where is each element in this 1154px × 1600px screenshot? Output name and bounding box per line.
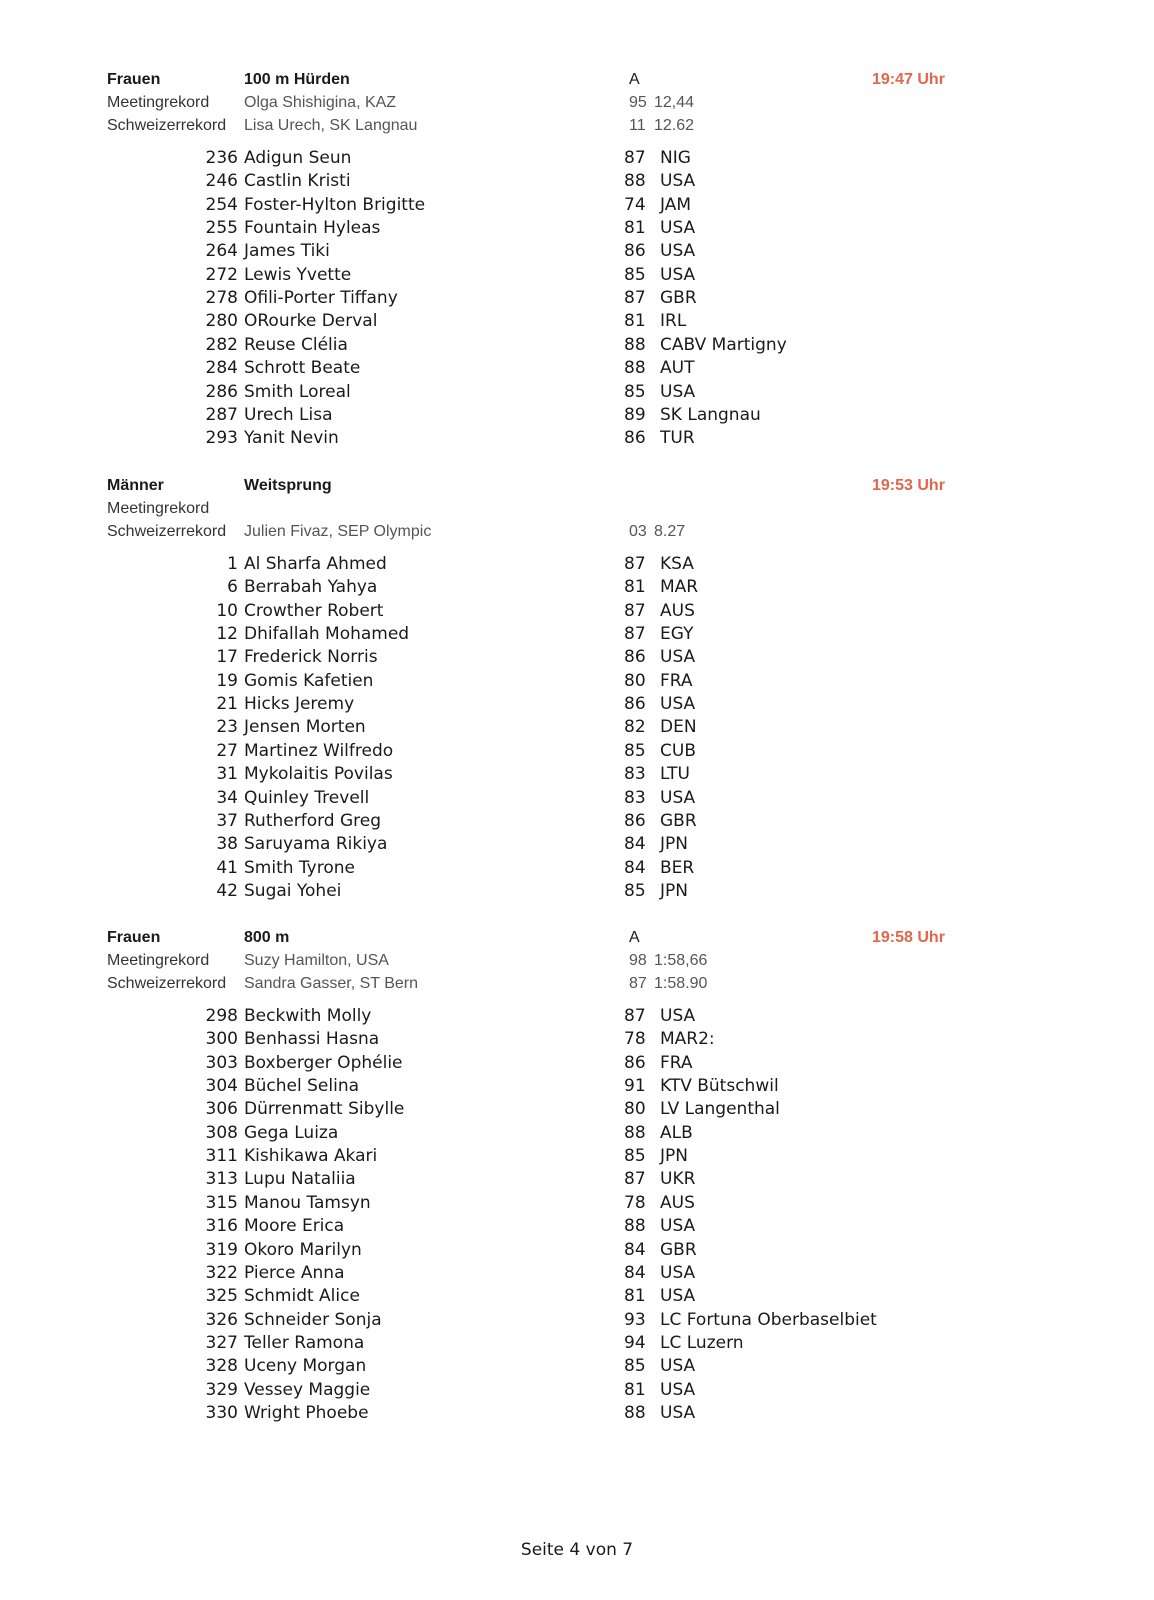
club-nation: USA — [660, 1356, 696, 1377]
athlete-name: Urech Lisa — [244, 404, 333, 425]
bib-number: 306 — [205, 1099, 238, 1120]
athlete-row — [0, 1192, 1154, 1215]
meeting-record-row — [0, 949, 1154, 972]
athlete-name: Adigun Seun — [244, 148, 352, 168]
bib-number: 327 — [205, 1332, 238, 1353]
club-nation: USA — [660, 171, 696, 192]
bib-number: 282 — [205, 334, 238, 355]
athlete-name: Smith Tyrone — [244, 857, 355, 878]
swiss-record-holder: Lisa Urech, SK Langnau — [244, 117, 418, 134]
birth-year: 81 — [624, 1286, 646, 1307]
athlete-row — [0, 810, 1154, 833]
athlete-row — [0, 1239, 1154, 1262]
birth-year: 84 — [624, 1262, 646, 1283]
athlete-row — [0, 1332, 1154, 1355]
bib-number: 23 — [216, 717, 238, 738]
club-nation: DEN — [660, 717, 697, 738]
club-nation: AUS — [660, 1192, 695, 1213]
club-nation: JPN — [660, 1146, 688, 1167]
meeting-record-mark: 12,44 — [654, 94, 695, 111]
birth-year: 88 — [624, 171, 646, 192]
club-nation: USA — [660, 1006, 696, 1026]
birth-year: 86 — [624, 1052, 646, 1073]
meeting-record-mark: 1:58,66 — [654, 952, 708, 969]
athlete-row — [0, 1005, 1154, 1028]
athlete-name: Gega Luiza — [244, 1122, 339, 1143]
athlete-name: Wright Phoebe — [244, 1402, 369, 1423]
birth-year: 81 — [624, 311, 646, 332]
athlete-name: Martinez Wilfredo — [244, 740, 394, 761]
athlete-name: Dhifallah Mohamed — [244, 624, 410, 645]
club-nation: NIG — [660, 148, 691, 168]
athlete-row — [0, 334, 1154, 357]
swiss-record-mark: 12.62 — [654, 117, 695, 134]
athlete-row — [0, 857, 1154, 880]
athlete-row — [0, 1355, 1154, 1378]
athlete-name: Kishikawa Akari — [244, 1146, 378, 1167]
athlete-row — [0, 600, 1154, 623]
meeting-record-row — [0, 497, 1154, 520]
club-nation: GBR — [660, 810, 697, 831]
birth-year: 88 — [624, 1402, 646, 1423]
bib-number: 6 — [227, 577, 238, 598]
swiss-record-row — [0, 114, 1154, 137]
athlete-name: Quinley Trevell — [244, 787, 370, 808]
club-nation: CABV Martigny — [660, 334, 787, 355]
bib-number: 313 — [205, 1169, 238, 1190]
bib-number: 37 — [216, 810, 238, 831]
club-nation: AUS — [660, 600, 695, 621]
club-nation: USA — [660, 264, 696, 285]
athlete-row — [0, 833, 1154, 856]
birth-year: 84 — [624, 1239, 646, 1260]
athlete-row — [0, 357, 1154, 380]
meeting-record-year: 98 — [629, 952, 647, 969]
club-nation: GBR — [660, 288, 697, 309]
club-nation: BER — [660, 857, 695, 878]
bib-number: 303 — [205, 1052, 238, 1073]
athlete-name: Hicks Jeremy — [244, 694, 355, 715]
athlete-row — [0, 716, 1154, 739]
athlete-name: Teller Ramona — [244, 1332, 365, 1353]
birth-year: 87 — [624, 148, 646, 168]
bib-number: 322 — [205, 1262, 238, 1283]
meeting-record-holder: Suzy Hamilton, USA — [244, 952, 389, 969]
athlete-name: Pierce Anna — [244, 1262, 345, 1283]
birth-year: 84 — [624, 857, 646, 878]
bib-number: 311 — [205, 1146, 238, 1167]
athlete-row — [0, 264, 1154, 287]
athlete-name: Vessey Maggie — [244, 1379, 371, 1400]
event-header-row — [0, 474, 1154, 497]
athlete-name: Yanit Nevin — [244, 428, 339, 449]
birth-year: 89 — [624, 404, 646, 425]
athlete-row — [0, 1075, 1154, 1098]
start-time: 19:53 Uhr — [872, 477, 945, 494]
club-nation: FRA — [660, 1052, 693, 1073]
birth-year: 88 — [624, 1216, 646, 1237]
bib-number: 330 — [205, 1402, 238, 1423]
club-nation: LV Langenthal — [660, 1099, 780, 1120]
birth-year: 91 — [624, 1076, 646, 1097]
club-nation: UKR — [660, 1169, 696, 1190]
athlete-name: Crowther Robert — [244, 600, 384, 621]
athlete-row — [0, 1285, 1154, 1308]
athlete-name: James Tiki — [244, 241, 330, 262]
event-header-row — [0, 926, 1154, 949]
bib-number: 255 — [205, 218, 238, 239]
bib-number: 278 — [205, 288, 238, 309]
athlete-row — [0, 1309, 1154, 1332]
athlete-name: Castlin Kristi — [244, 171, 351, 192]
club-nation: AUT — [660, 358, 695, 379]
birth-year: 87 — [624, 1169, 646, 1190]
athlete-row — [0, 217, 1154, 240]
birth-year: 74 — [624, 194, 646, 215]
athlete-row — [0, 1145, 1154, 1168]
swiss-record-mark: 1:58.90 — [654, 975, 708, 992]
athlete-name: Frederick Norris — [244, 647, 378, 668]
event-name: 100 m Hürden — [244, 71, 350, 88]
birth-year: 88 — [624, 334, 646, 355]
birth-year: 87 — [624, 554, 646, 574]
page-footer: Seite 4 von 7 — [520, 1540, 634, 1560]
birth-year: 85 — [624, 880, 646, 901]
athlete-row — [0, 1379, 1154, 1402]
club-nation: KSA — [660, 554, 694, 574]
gender-label: Frauen — [107, 929, 161, 946]
club-nation: USA — [660, 1379, 696, 1400]
bib-number: 19 — [216, 670, 238, 691]
bib-number: 308 — [205, 1122, 238, 1143]
athlete-row — [0, 404, 1154, 427]
athlete-name: Benhassi Hasna — [244, 1029, 380, 1050]
athlete-row — [0, 646, 1154, 669]
athlete-name: Ofili-Porter Tiffany — [244, 288, 398, 309]
athlete-name: Reuse Clélia — [244, 334, 348, 355]
swiss-record-row — [0, 972, 1154, 995]
club-nation: EGY — [660, 624, 694, 645]
athlete-row — [0, 310, 1154, 333]
club-nation: USA — [660, 381, 696, 402]
bib-number: 21 — [216, 694, 238, 715]
athlete-name: Schrott Beate — [244, 358, 361, 379]
bib-number: 293 — [205, 428, 238, 449]
club-nation: JPN — [660, 880, 688, 901]
athlete-row — [0, 1052, 1154, 1075]
gender-label: Männer — [107, 477, 164, 494]
birth-year: 85 — [624, 381, 646, 402]
birth-year: 88 — [624, 1122, 646, 1143]
swiss-record-label: Schweizerrekord — [107, 117, 227, 134]
bib-number: 319 — [205, 1239, 238, 1260]
swiss-record-year: 03 — [629, 523, 647, 540]
bib-number: 328 — [205, 1356, 238, 1377]
meeting-record-holder: Olga Shishigina, KAZ — [244, 94, 397, 111]
birth-year: 85 — [624, 740, 646, 761]
athlete-name: Schmidt Alice — [244, 1286, 360, 1307]
birth-year: 85 — [624, 1146, 646, 1167]
birth-year: 87 — [624, 1006, 646, 1026]
club-nation: USA — [660, 787, 696, 808]
birth-year: 80 — [624, 670, 646, 691]
athlete-name: Beckwith Molly — [244, 1006, 372, 1026]
club-nation: FRA — [660, 670, 693, 691]
bib-number: 287 — [205, 404, 238, 425]
athlete-name: Al Sharfa Ahmed — [244, 554, 387, 574]
athlete-name: Okoro Marilyn — [244, 1239, 362, 1260]
birth-year: 94 — [624, 1332, 646, 1353]
start-time: 19:47 Uhr — [872, 71, 945, 88]
meeting-record-label: Meetingrekord — [107, 500, 210, 517]
athlete-name: ORourke Derval — [244, 311, 378, 332]
bib-number: 329 — [205, 1379, 238, 1400]
club-nation: MAR — [660, 577, 699, 598]
athlete-name: Berrabah Yahya — [244, 577, 378, 598]
meeting-record-year: 95 — [629, 94, 647, 111]
birth-year: 87 — [624, 600, 646, 621]
event-header-row — [0, 68, 1154, 91]
category-label: A — [629, 71, 640, 88]
club-nation: JAM — [660, 194, 692, 215]
bib-number: 326 — [205, 1309, 238, 1330]
athlete-row — [0, 240, 1154, 263]
athlete-name: Jensen Morten — [244, 717, 366, 738]
bib-number: 1 — [227, 554, 238, 574]
bib-number: 300 — [205, 1029, 238, 1050]
athlete-name: Mykolaitis Povilas — [244, 764, 393, 785]
athlete-row — [0, 1098, 1154, 1121]
club-nation: USA — [660, 647, 696, 668]
bib-number: 41 — [216, 857, 238, 878]
athlete-row — [0, 740, 1154, 763]
birth-year: 81 — [624, 577, 646, 598]
athlete-name: Dürrenmatt Sibylle — [244, 1099, 405, 1120]
club-nation: USA — [660, 1216, 696, 1237]
bib-number: 34 — [216, 787, 238, 808]
start-time: 19:58 Uhr — [872, 929, 945, 946]
bib-number: 12 — [216, 624, 238, 645]
birth-year: 86 — [624, 647, 646, 668]
birth-year: 85 — [624, 264, 646, 285]
athlete-name: Gomis Kafetien — [244, 670, 374, 691]
birth-year: 88 — [624, 358, 646, 379]
birth-year: 84 — [624, 834, 646, 855]
athlete-row — [0, 194, 1154, 217]
club-nation: SK Langnau — [660, 404, 761, 425]
club-nation: USA — [660, 1286, 696, 1307]
athlete-name: Boxberger Ophélie — [244, 1052, 403, 1073]
club-nation: USA — [660, 218, 696, 239]
bib-number: 42 — [216, 880, 238, 901]
athlete-name: Smith Loreal — [244, 381, 351, 402]
athlete-row — [0, 880, 1154, 903]
athlete-name: Moore Erica — [244, 1216, 345, 1237]
bib-number: 304 — [205, 1076, 238, 1097]
birth-year: 81 — [624, 1379, 646, 1400]
birth-year: 86 — [624, 810, 646, 831]
birth-year: 81 — [624, 218, 646, 239]
birth-year: 78 — [624, 1029, 646, 1050]
athlete-row — [0, 147, 1154, 170]
club-nation: LC Fortuna Oberbaselbiet — [660, 1309, 877, 1330]
athlete-name: Büchel Selina — [244, 1076, 360, 1097]
swiss-record-holder: Sandra Gasser, ST Bern — [244, 975, 419, 992]
birth-year: 86 — [624, 241, 646, 262]
meeting-record-row — [0, 91, 1154, 114]
bib-number: 325 — [205, 1286, 238, 1307]
athlete-row — [0, 693, 1154, 716]
club-nation: IRL — [660, 311, 687, 332]
club-nation: KTV Bütschwil — [660, 1076, 779, 1097]
club-nation: CUB — [660, 740, 696, 761]
birth-year: 86 — [624, 694, 646, 715]
athlete-name: Lupu Nataliia — [244, 1169, 356, 1190]
category-label: A — [629, 929, 640, 946]
club-nation: USA — [660, 241, 696, 262]
athlete-name: Fountain Hyleas — [244, 218, 381, 239]
swiss-record-row — [0, 520, 1154, 543]
club-nation: LC Luzern — [660, 1332, 744, 1353]
athlete-row — [0, 1028, 1154, 1051]
bib-number: 38 — [216, 834, 238, 855]
birth-year: 86 — [624, 428, 646, 449]
bib-number: 272 — [205, 264, 238, 285]
swiss-record-label: Schweizerrekord — [107, 975, 227, 992]
athlete-name: Sugai Yohei — [244, 880, 342, 901]
bib-number: 286 — [205, 381, 238, 402]
athlete-row — [0, 670, 1154, 693]
bib-number: 31 — [216, 764, 238, 785]
athlete-name: Uceny Morgan — [244, 1356, 367, 1377]
birth-year: 87 — [624, 288, 646, 309]
athlete-name: Foster-Hylton Brigitte — [244, 194, 426, 215]
club-nation: LTU — [660, 764, 690, 785]
athlete-name: Schneider Sonja — [244, 1309, 382, 1330]
birth-year: 80 — [624, 1099, 646, 1120]
meeting-record-label: Meetingrekord — [107, 94, 210, 111]
swiss-record-year: 87 — [629, 975, 647, 992]
bib-number: 280 — [205, 311, 238, 332]
bib-number: 17 — [216, 647, 238, 668]
athlete-row — [0, 1215, 1154, 1238]
athlete-name: Rutherford Greg — [244, 810, 382, 831]
athlete-row — [0, 287, 1154, 310]
bib-number: 298 — [205, 1006, 238, 1026]
birth-year: 83 — [624, 787, 646, 808]
event-name: Weitsprung — [244, 477, 332, 494]
athlete-name: Lewis Yvette — [244, 264, 352, 285]
athlete-name: Manou Tamsyn — [244, 1192, 371, 1213]
gender-label: Frauen — [107, 71, 161, 88]
club-nation: USA — [660, 1262, 696, 1283]
swiss-record-holder: Julien Fivaz, SEP Olympic — [244, 523, 432, 540]
bib-number: 246 — [205, 171, 238, 192]
club-nation: TUR — [660, 428, 695, 449]
bib-number: 27 — [216, 740, 238, 761]
athlete-row — [0, 623, 1154, 646]
athlete-name: Saruyama Rikiya — [244, 834, 388, 855]
athlete-row — [0, 1168, 1154, 1191]
athlete-row — [0, 1402, 1154, 1425]
athlete-row — [0, 763, 1154, 786]
club-nation: MAR2: — [660, 1029, 715, 1050]
athlete-row — [0, 576, 1154, 599]
birth-year: 87 — [624, 624, 646, 645]
club-nation: GBR — [660, 1239, 697, 1260]
birth-year: 78 — [624, 1192, 646, 1213]
event-name: 800 m — [244, 929, 290, 946]
athlete-row — [0, 787, 1154, 810]
birth-year: 93 — [624, 1309, 646, 1330]
athlete-row — [0, 427, 1154, 450]
athlete-row — [0, 170, 1154, 193]
club-nation: USA — [660, 1402, 696, 1423]
athlete-row — [0, 1122, 1154, 1145]
birth-year: 85 — [624, 1356, 646, 1377]
bib-number: 254 — [205, 194, 238, 215]
birth-year: 83 — [624, 764, 646, 785]
club-nation: USA — [660, 694, 696, 715]
swiss-record-label: Schweizerrekord — [107, 523, 227, 540]
bib-number: 316 — [205, 1216, 238, 1237]
bib-number: 10 — [216, 600, 238, 621]
athlete-row — [0, 553, 1154, 576]
birth-year: 82 — [624, 717, 646, 738]
athlete-row — [0, 381, 1154, 404]
club-nation: JPN — [660, 834, 688, 855]
bib-number: 315 — [205, 1192, 238, 1213]
bib-number: 236 — [205, 148, 238, 168]
bib-number: 264 — [205, 241, 238, 262]
meeting-record-label: Meetingrekord — [107, 952, 210, 969]
swiss-record-mark: 8.27 — [654, 523, 686, 540]
swiss-record-year: 11 — [629, 117, 646, 134]
athlete-row — [0, 1262, 1154, 1285]
club-nation: ALB — [660, 1122, 693, 1143]
bib-number: 284 — [205, 358, 238, 379]
